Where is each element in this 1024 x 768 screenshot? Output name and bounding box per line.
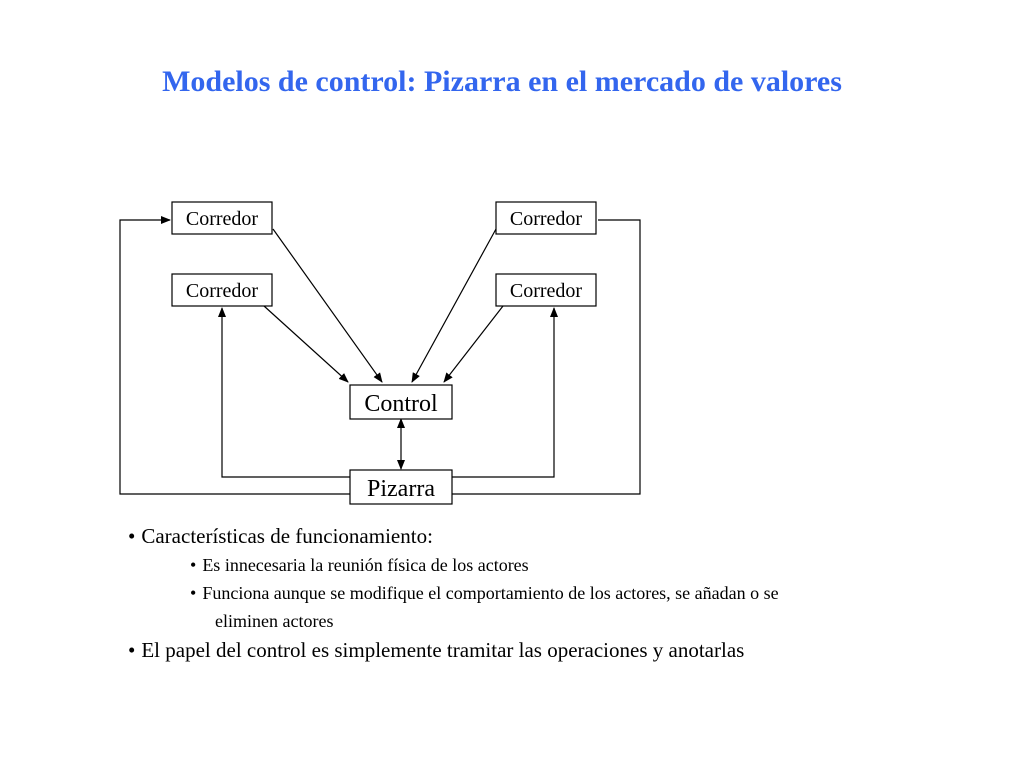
- edge-corredor-mid-right-to-control: [444, 306, 503, 382]
- bullet-item: [128, 526, 988, 556]
- edge-pizarra-to-corredor-mid-right: [452, 308, 554, 477]
- bullet-item: [128, 640, 988, 670]
- node-label: Corredor: [185, 208, 259, 230]
- sub-bullet-item: [128, 556, 988, 584]
- bullet-dot: •: [128, 524, 136, 548]
- bullet-dot: •: [190, 555, 197, 575]
- edge-corredor-top-right-to-pizarra: [452, 220, 640, 494]
- bullet-text: Es innecesaria la reunión física de los actores: [202, 555, 529, 575]
- node-corredor-top-left: [172, 202, 272, 234]
- node-control: [350, 385, 452, 419]
- edge-corredor-top-left-to-control: [273, 229, 382, 382]
- bullet-text: El papel del control es simplemente tramitar las operaciones y anotarlas: [141, 638, 745, 662]
- bullet-list: [128, 526, 988, 670]
- bullet-text: eliminen actores: [215, 611, 334, 631]
- bullet-dot: •: [128, 638, 136, 662]
- node-corredor-mid-left: [172, 274, 272, 306]
- node-label: Corredor: [509, 280, 583, 302]
- node-label: Pizarra: [367, 476, 435, 502]
- edge-pizarra-to-corredor-top-left: [120, 220, 350, 494]
- node-pizarra: [350, 470, 452, 504]
- slide-title: Modelos de control: Pizarra en el mercado de valores: [162, 65, 842, 98]
- node-corredor-top-right: [496, 202, 596, 234]
- edge-corredor-top-right-to-control: [412, 229, 496, 382]
- node-corredor-mid-right: [496, 274, 596, 306]
- bullet-dot: •: [190, 583, 197, 603]
- node-label: Corredor: [185, 280, 259, 302]
- sub-bullet-continuation: [128, 612, 988, 640]
- sub-bullet-item: [128, 584, 988, 612]
- node-label: Control: [364, 391, 438, 417]
- edge-pizarra-to-corredor-mid-left: [222, 308, 350, 477]
- bullet-text: Funciona aunque se modifique el comportamiento de los actores, se añadan o se: [202, 583, 779, 603]
- node-label: Corredor: [509, 208, 583, 230]
- bullet-text: Características de funcionamiento:: [141, 524, 433, 548]
